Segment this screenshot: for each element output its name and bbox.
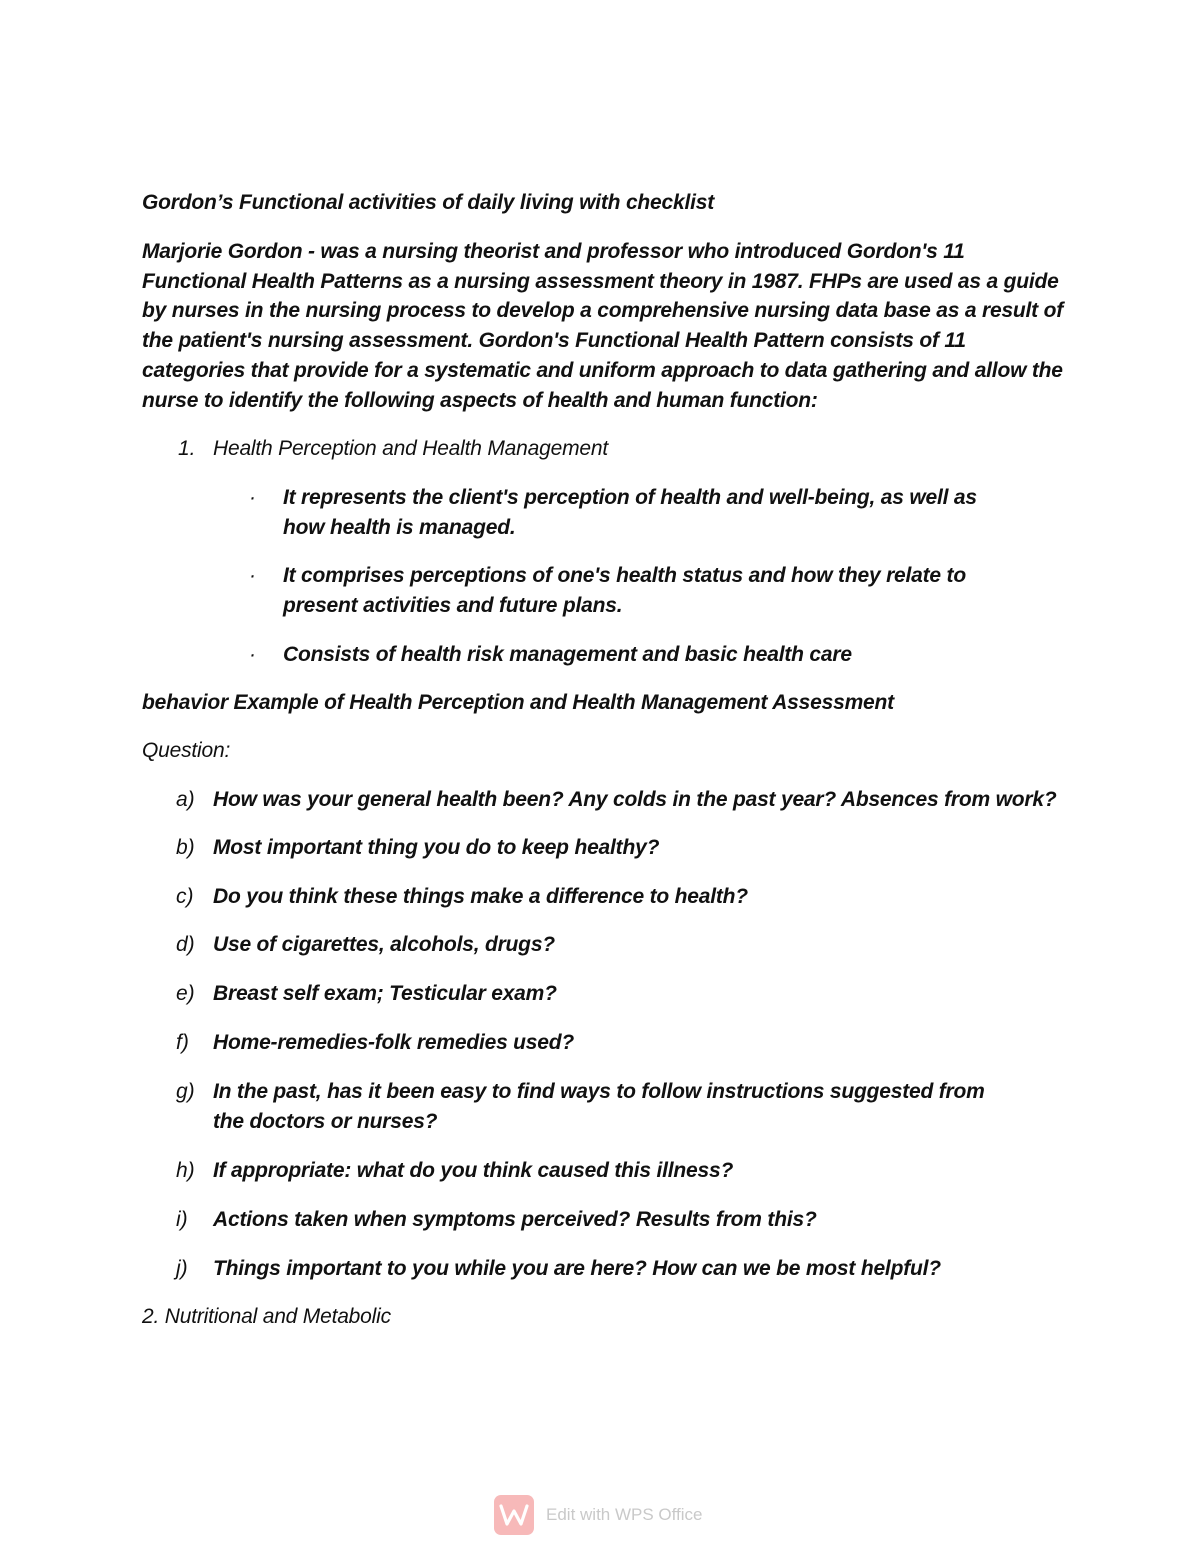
question-text: If appropriate: what do you think caused this illness? [213,1159,734,1182]
question-text: How was your general health been? Any colds in the past year? Absences from work? [213,788,1057,811]
question-marker: e) [176,982,195,1005]
document-title: Gordon’s Functional activities of daily living with checklist [142,191,715,214]
question-marker: a) [176,788,195,811]
question-text: Breast self exam; Testicular exam? [213,982,557,1005]
question-text: Things important to you while you are here? How can we be most helpful? [213,1257,941,1280]
question-marker: d) [176,933,195,956]
question-text: Do you think these things make a difference to health? [213,885,748,908]
question-marker: c) [176,885,194,908]
section-2-heading: 2. Nutritional and Metabolic [142,1305,391,1328]
bullet-text: Consists of health risk management and basic health care [283,643,852,666]
question-marker: f) [176,1031,189,1054]
wps-logo-icon [494,1495,534,1535]
question-text: Home-remedies-folk remedies used? [213,1031,575,1054]
section-1-heading: Health Perception and Health Management [213,437,608,460]
question-marker: j) [176,1257,188,1280]
bullet-marker: · [249,564,256,587]
bullet-marker: · [249,643,256,666]
intro-paragraph: Marjorie Gordon - was a nursing theorist and professor who introduced Gordon's 11 Functional Health Patterns as a nursing assessment theory in 1987. FHPs are used as a guide by nurses in the nursing process to develop a comprehensive nursing data base as a result of the patient's nursing assessment. Gordon's Functional Health Pattern consists of 11 categories that provide for a systematic and uniform approach to data gathering and allow the nurse to identify the following aspects of health and human function: [142,240,1064,412]
question-marker: i) [176,1208,188,1231]
question-marker: g) [176,1080,195,1103]
question-text: In the past, has it been easy to find ways to follow instructions suggested from the doctors or nurses? [213,1080,985,1133]
example-line: behavior Example of Health Perception and Health Management Assessment [142,691,894,714]
question-text: Actions taken when symptoms perceived? Results from this? [213,1208,817,1231]
question-label: Question: [142,739,231,762]
wps-watermark[interactable] [494,1494,703,1536]
question-marker: h) [176,1159,195,1182]
bullet-text: It represents the client's perception of health and well-being, as well as how health is managed. [283,486,977,539]
section-1-number: 1. [178,437,196,460]
bullet-text: It comprises perceptions of one's health status and how they relate to present activities and future plans. [283,564,966,617]
question-marker: b) [176,836,195,859]
wps-watermark-text: Edit with WPS Office [546,1505,703,1524]
question-text: Use of cigarettes, alcohols, drugs? [213,933,555,956]
bullet-marker: · [249,486,256,509]
question-text: Most important thing you do to keep healthy? [213,836,660,859]
